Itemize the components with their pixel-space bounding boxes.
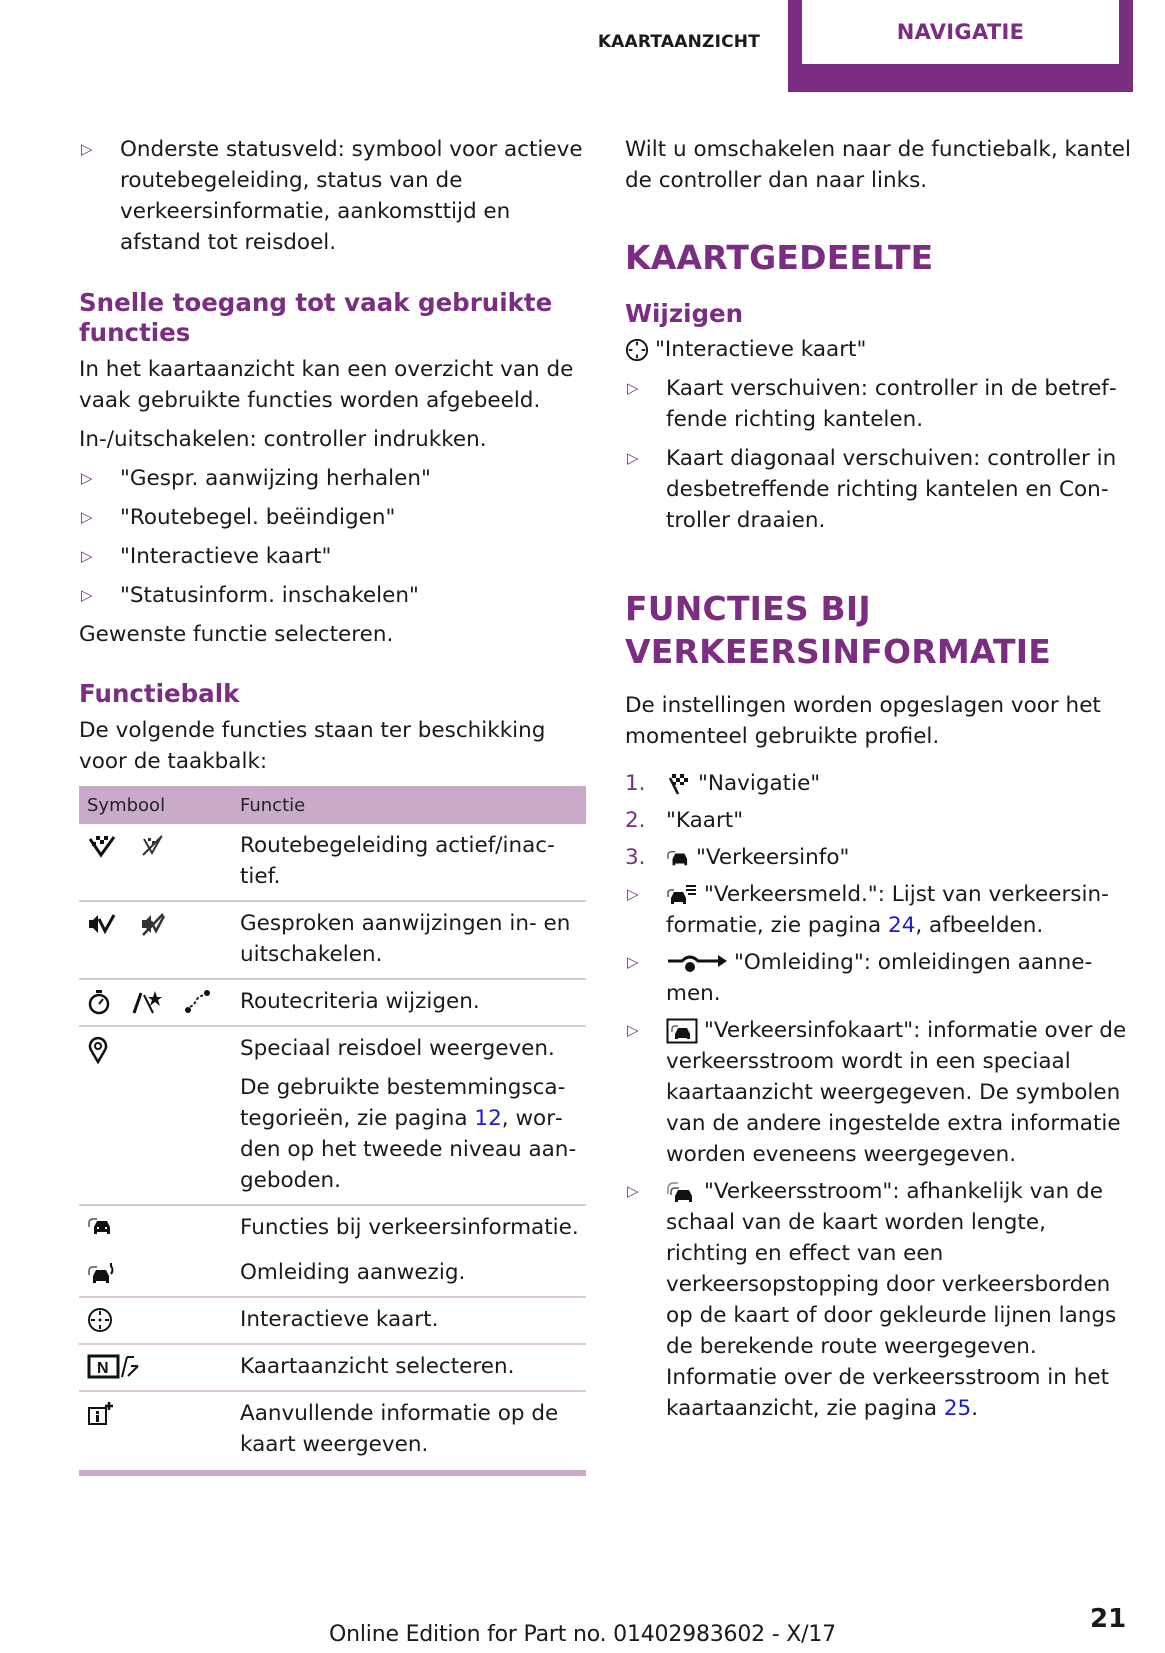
list-item: ▷ "Statusinform. inschakelen" (79, 580, 589, 611)
chapter-tab (788, 0, 1133, 92)
bullet-triangle-icon: ▷ (81, 547, 93, 565)
function-description: Kaartaanzicht selecteren. (240, 1354, 515, 1379)
bullet-triangle-icon: ▷ (627, 885, 639, 903)
function-description: Omleiding aanwezig. (240, 1260, 466, 1285)
running-section-title: KAARTAANZICHT (597, 32, 760, 52)
paragraph: Gewenste functie selecteren. (79, 622, 394, 647)
page-link-12[interactable]: 12 (474, 1106, 502, 1131)
section-heading: Functiebalk (79, 679, 240, 708)
chapter-heading: FUNCTIES BIJ VERKEERSINFORMATIE (625, 589, 1051, 671)
page-number: 21 (1090, 1604, 1127, 1634)
detour-available-icon (87, 1260, 240, 1286)
page-link-24[interactable]: 24 (888, 913, 916, 938)
svg-text:N: N (97, 1360, 109, 1377)
paragraph: De volgende functies staan ter beschikking voor de taakbalk: (79, 718, 546, 774)
list-item: ▷ "Omleiding": omleidingen aannemen. (625, 947, 1133, 1009)
table-row (79, 1026, 586, 1205)
map-view-north-icon (87, 1354, 240, 1380)
detour-arrow-icon (666, 951, 728, 975)
function-note: De gebruikte bestemmingscategorieën, zie pagina 12, worden op het tweede niveau aangeboden. (240, 1075, 577, 1193)
bullet-triangle-icon: ▷ (81, 586, 93, 604)
function-description: Interactieve kaart. (240, 1307, 439, 1332)
function-description: Functies bij verkeersinformatie. (240, 1215, 579, 1240)
function-description: Speciaal reisdoel weergeven. (240, 1036, 555, 1061)
step-item: 3. "Verkeersinfo" (625, 845, 850, 870)
paragraph: In het kaartaanzicht kan een overzicht van de vaak gebruikte functies worden afgebeeld. (79, 357, 574, 413)
function-description: Routecriteria wijzigen. (240, 989, 480, 1014)
table-row (79, 1205, 586, 1251)
voice-guidance-off-icon (139, 911, 167, 937)
edition-footer: Online Edition for Part no. 01402983602 - X/17 (329, 1622, 836, 1647)
section-heading: Wijzigen (625, 299, 744, 328)
list-item: ▷ Onderste statusveld: symbool voor actieve routebegeleiding, status van de verkeersinformatie, aankomsttijd en afstand tot reisdoel. (79, 134, 589, 258)
table-row (79, 1251, 586, 1297)
list-item: ▷ "Routebegel. beëindigen" (79, 502, 589, 533)
table-row (79, 824, 586, 901)
route-guidance-inactive-icon (139, 833, 165, 859)
traffic-flow-icon (666, 1180, 698, 1204)
list-item: ▷ "Interactieve kaart" (79, 541, 589, 572)
route-guidance-active-icon (87, 833, 117, 859)
paragraph: "Interactieve kaart" (625, 334, 1133, 365)
column-header-function: Functie (240, 786, 586, 824)
table-row (79, 1297, 586, 1344)
poi-pin-icon (87, 1036, 240, 1064)
chapter-tab-label: NAVIGATIE (802, 0, 1119, 64)
voice-guidance-on-icon (87, 911, 117, 937)
step-item: 1. "Navigatie" (625, 771, 821, 796)
interactive-map-icon (87, 1307, 240, 1333)
function-description: Aanvullende informatie op de kaart weergeven. (240, 1401, 559, 1457)
bullet-triangle-icon: ▷ (627, 379, 639, 397)
traffic-info-map-icon (666, 1018, 698, 1044)
table-row (79, 1391, 586, 1468)
bullet-triangle-icon: ▷ (627, 953, 639, 971)
traffic-info-icon (666, 848, 690, 868)
list-item: ▷ "Verkeersstroom": afhankelijk van de schaal van de kaart worden lengte, richting en effect van een verkeersopstopping door verkeersborden op de kaart of door gekleurde lijnen langs de berekende route weergegeven. Informatie over de verkeersstroom in het kaartaanzicht, zie pagina 25. (625, 1176, 1133, 1424)
function-description: Routebegeleiding actief/inactief. (240, 833, 555, 889)
function-bar-table (79, 786, 586, 1468)
paragraph: De instellingen worden opgeslagen voor het momenteel gebruikte profiel. (625, 693, 1101, 749)
right-column (625, 134, 1133, 1424)
paragraph: Wilt u omschakelen naar de functiebalk, kantel de controller dan naar links. (625, 137, 1132, 193)
bullet-triangle-icon: ▷ (627, 449, 639, 467)
table-row (79, 979, 586, 1026)
column-header-symbol: Symbool (79, 786, 240, 824)
step-item: 2. "Kaart" (625, 808, 744, 833)
scenic-route-icon (131, 989, 163, 1015)
chapter-heading: KAARTGEDEELTE (625, 238, 934, 277)
list-item: ▷ Kaart diagonaal verschuiven: controller in desbetreffende richting kantelen en Controller draaien. (625, 443, 1133, 536)
table-header-row (79, 786, 586, 824)
traffic-messages-icon (666, 883, 698, 907)
page-link-25[interactable]: 25 (943, 1396, 972, 1421)
interactive-map-icon (625, 338, 649, 362)
table-row (79, 901, 586, 979)
list-item: ▷ Kaart verschuiven: controller in de betreffende richting kantelen. (625, 373, 1133, 435)
function-description: Gesproken aanwijzingen in- en uitschakelen. (240, 911, 571, 967)
fastest-route-icon (87, 989, 111, 1015)
bullet-triangle-icon: ▷ (627, 1182, 639, 1200)
traffic-info-icon (87, 1215, 240, 1237)
table-row (79, 1344, 586, 1391)
left-column (79, 134, 589, 1476)
table-bottom-rule (79, 1470, 586, 1476)
additional-info-icon (87, 1401, 240, 1427)
navigation-flag-icon (666, 772, 692, 796)
bullet-triangle-icon: ▷ (81, 508, 93, 526)
paragraph: In-/uitschakelen: controller indrukken. (79, 427, 487, 452)
list-item: ▷ "Gespr. aanwijzing herhalen" (79, 463, 589, 494)
list-item: ▷ "Verkeersmeld.": Lijst van verkeersinformatie, zie pagina 24, afbeelden. (625, 879, 1133, 941)
list-item: ▷ "Verkeersinfokaart": informatie over de verkeersstroom wordt in een speciaal kaartaanzicht weergegeven. De symbolen van de andere ingestelde extra informatie worden eveneens weergegeven. (625, 1015, 1133, 1170)
bullet-triangle-icon: ▷ (627, 1021, 639, 1039)
bullet-triangle-icon: ▷ (81, 140, 93, 158)
bullet-triangle-icon: ▷ (81, 469, 93, 487)
short-route-icon (183, 989, 211, 1015)
section-heading: Snelle toegang tot vaak gebruikte functies (79, 288, 553, 347)
